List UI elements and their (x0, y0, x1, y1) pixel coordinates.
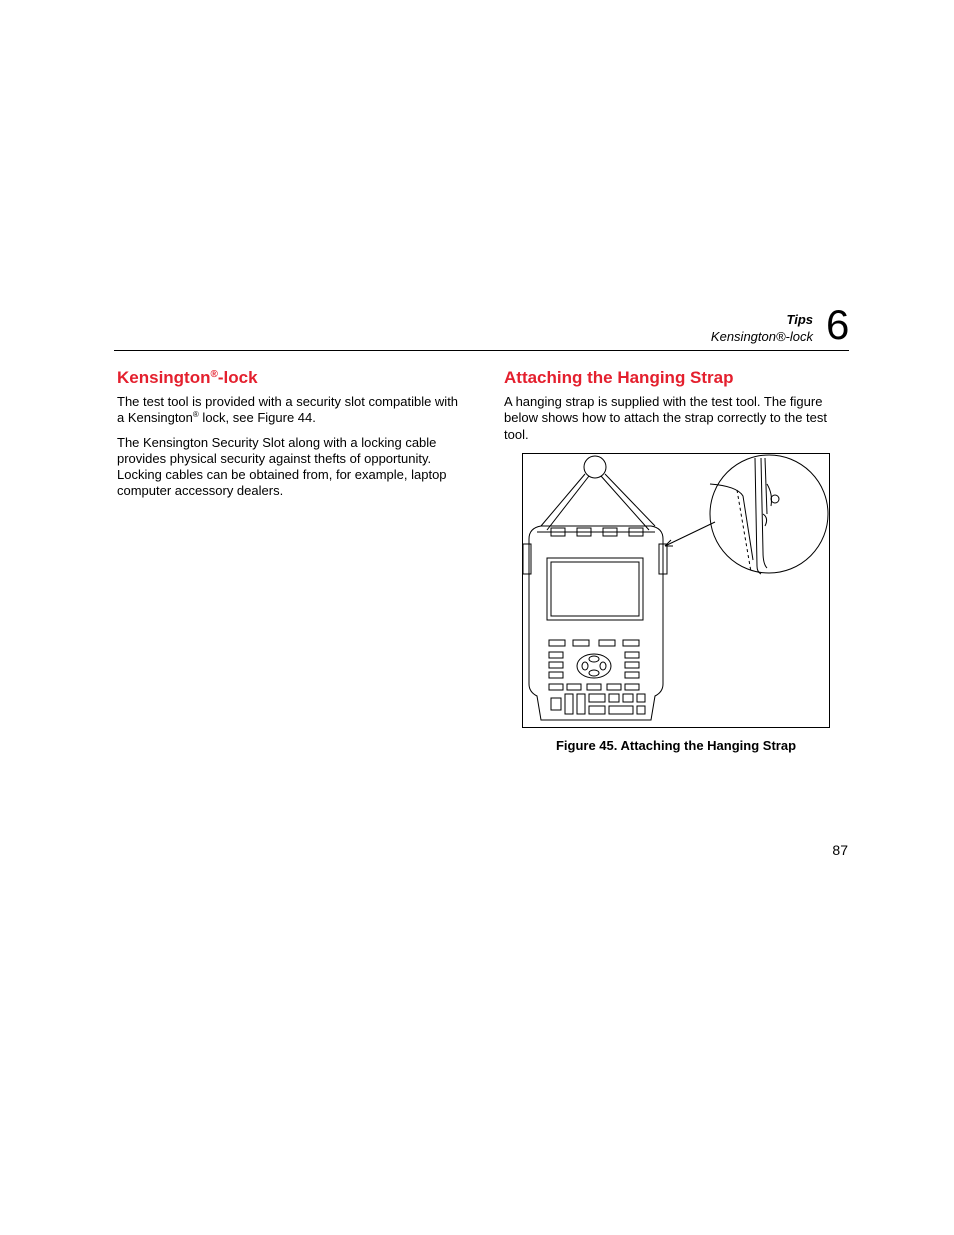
running-header-title: Tips (786, 312, 813, 327)
running-header-subtitle: Kensington®-lock (710, 329, 813, 344)
test-tool-strap-illustration (523, 454, 829, 727)
para1-text-a: The test tool is provided with a security slot compatible with a Kensington (117, 394, 459, 426)
strap-left-a (541, 474, 585, 526)
hanging-strap-section (504, 368, 844, 443)
para1-text-b: lock, see Figure 44. (198, 410, 316, 426)
registered-mark-inline: ® (192, 410, 199, 420)
kensington-paragraph-2: The Kensington Security Slot along with a locking cable provides physical security against thefts of opportunity. Locking cables can be obtained from, for example, laptop computer accessory dealers. (117, 434, 447, 499)
strap-ring (584, 456, 606, 478)
registered-mark: ® (210, 369, 218, 380)
kensington-heading-suffix: -lock (217, 368, 258, 387)
detail-leader-line (665, 522, 715, 546)
device-screen-frame (547, 558, 643, 620)
header-rule (114, 350, 849, 351)
chapter-number: 6 (826, 301, 850, 348)
device-body (529, 526, 663, 720)
hanging-strap-paragraph: A hanging strap is supplied with the test tool. The figure below shows how to attach the strap correctly to the test tool. (504, 394, 827, 442)
detail-strap-a (755, 458, 761, 574)
detail-device-edge (710, 484, 753, 560)
kensington-paragraph-1 (117, 394, 462, 427)
figure-caption: Figure 45. Attaching the Hanging Strap (555, 738, 797, 753)
device-keypad (549, 640, 645, 714)
detail-zoom-circle (710, 455, 828, 573)
detail-strap-button (771, 495, 779, 503)
hanging-strap-figure (522, 453, 830, 728)
kensington-heading-text: Kensington (117, 368, 211, 387)
kensington-heading (117, 368, 462, 388)
strap-right-a (605, 474, 655, 526)
kensington-section (117, 368, 462, 500)
hanging-strap-heading: Attaching the Hanging Strap (504, 368, 734, 387)
page-number: 87 (832, 842, 848, 858)
